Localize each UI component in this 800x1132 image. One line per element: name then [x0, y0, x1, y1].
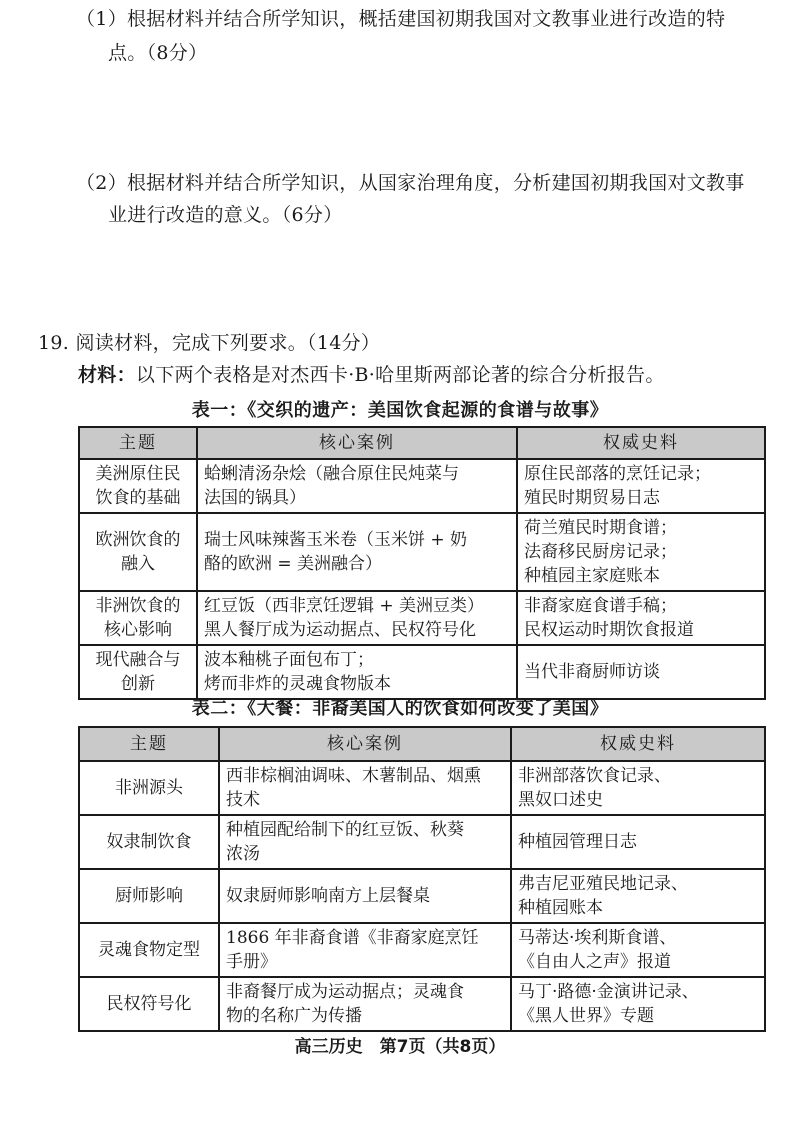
cell-line: 种植园账本 — [518, 898, 603, 918]
topic-cell — [79, 645, 197, 699]
case-cell — [219, 761, 511, 815]
cell-line: 非裔家庭食谱手稿； — [524, 596, 677, 616]
cell-line: 蛤蜊清汤杂烩（融合原住民炖菜与 — [204, 464, 459, 484]
cell-line: 非洲源头 — [115, 778, 183, 798]
source-cell — [517, 591, 765, 645]
table1-header-row — [79, 427, 765, 459]
q18-part2-line1: （2）根据材料并结合所学知识，从国家治理角度，分析建国初期我国对文教事 — [76, 172, 745, 194]
table-row — [79, 459, 765, 513]
table2-header-row — [79, 727, 765, 761]
cell-line: 种植园管理日志 — [518, 832, 637, 852]
cell-line: 种植园配给制下的红豆饭、秋葵 — [226, 820, 464, 840]
topic-cell — [79, 869, 219, 923]
table2 — [78, 726, 766, 1032]
cell-line: 法裔移民厨房记录； — [524, 542, 677, 562]
cell-line: 物的名称广为传播 — [226, 1006, 362, 1026]
source-cell — [511, 761, 765, 815]
case-cell — [219, 815, 511, 869]
cell-line: 原住民部落的烹饪记录； — [524, 464, 711, 484]
cell-line: 西非棕榈油调味、木薯制品、烟熏 — [226, 766, 481, 786]
page-footer: 高三历史 第7页（共8页） — [294, 1037, 506, 1057]
cell-line: 1866 年非裔食谱《非裔家庭烹饪 — [226, 928, 479, 948]
q18-part2-line2: 业进行改造的意义。（6分） — [108, 204, 343, 226]
table1 — [78, 426, 766, 700]
topic-cell — [79, 815, 219, 869]
cell-line: 烤而非炸的灵魂食物版本 — [204, 674, 391, 694]
source-cell — [511, 923, 765, 977]
cell-line: 浓汤 — [226, 844, 260, 864]
table2-title: 表二：《大餐：非裔美国人的饮食如何改变了美国》 — [191, 698, 609, 719]
cell-line: 波本釉桃子面包布丁； — [204, 650, 374, 670]
cell-line: 非裔餐厅成为运动据点；灵魂食 — [226, 982, 464, 1002]
topic-cell — [79, 761, 219, 815]
cell-line: 荷兰殖民时期食谱； — [524, 518, 677, 538]
case-cell — [219, 977, 511, 1031]
table2-header-source: 权威史料 — [511, 727, 765, 761]
table1-title: 表一：《交织的遗产：美国饮食起源的食谱与故事》 — [191, 400, 609, 421]
cell-line: 非洲部落饮食记录、 — [518, 766, 671, 786]
cell-line: 民权运动时期饮食报道 — [524, 620, 694, 640]
table-row — [79, 815, 765, 869]
cell-line: 技术 — [226, 790, 260, 810]
cell-line: 黑奴口述史 — [518, 790, 603, 810]
cell-line: 融入 — [121, 554, 155, 574]
q18-part1-line1: （1）根据材料并结合所学知识，概括建国初期我国对文教事业进行改造的特 — [76, 8, 726, 30]
table-row — [79, 645, 765, 699]
table1-header-case: 核心案例 — [197, 427, 517, 459]
table-row — [79, 923, 765, 977]
cell-line: 《自由人之声》报道 — [518, 952, 671, 972]
cell-line: 美洲原住民 — [95, 464, 181, 484]
table1-header-source: 权威史料 — [517, 427, 765, 459]
table-row — [79, 869, 765, 923]
source-cell — [511, 977, 765, 1031]
cell-line: 瑞士风味辣酱玉米卷（玉米饼 + 奶 — [204, 530, 468, 550]
source-cell — [517, 513, 765, 591]
cell-line: 当代非裔厨师访谈 — [524, 662, 660, 682]
case-cell — [197, 645, 517, 699]
case-cell — [197, 591, 517, 645]
topic-cell — [79, 977, 219, 1031]
cell-line: 酪的欧洲 = 美洲融合） — [204, 554, 383, 574]
cell-line: 核心影响 — [104, 620, 172, 640]
cell-line: 手册》 — [226, 952, 277, 972]
cell-line: 非洲饮食的 — [95, 596, 181, 616]
cell-line: 灵魂食物定型 — [98, 940, 200, 960]
q19-material — [78, 360, 665, 390]
cell-line: 红豆饭（西非烹饪逻辑 + 美洲豆类） — [204, 596, 485, 616]
source-cell — [511, 815, 765, 869]
material-text: 以下两个表格是对杰西卡·B·哈里斯两部论著的综合分析报告。 — [135, 364, 665, 386]
case-cell — [197, 459, 517, 513]
cell-line: 欧洲饮食的 — [95, 530, 181, 550]
source-cell — [517, 645, 765, 699]
topic-cell — [79, 459, 197, 513]
cell-line: 马蒂达·埃利斯食谱、 — [518, 928, 677, 948]
source-cell — [511, 869, 765, 923]
table2-header-case: 核心案例 — [219, 727, 511, 761]
table-row — [79, 977, 765, 1031]
topic-cell — [79, 923, 219, 977]
cell-line: 黑人餐厅成为运动据点、民权符号化 — [204, 620, 476, 640]
q18-part1-line2: 点。（8分） — [108, 42, 208, 64]
table-row — [79, 513, 765, 591]
topic-cell — [79, 591, 197, 645]
case-cell — [219, 869, 511, 923]
cell-line: 民权符号化 — [106, 994, 192, 1014]
source-cell — [517, 459, 765, 513]
topic-cell — [79, 513, 197, 591]
cell-line: 马丁·路德·金演讲记录、 — [518, 982, 699, 1002]
table1-header-topic: 主题 — [79, 427, 197, 459]
cell-line: 现代融合与 — [95, 650, 181, 670]
cell-line: 《黑人世界》专题 — [518, 1006, 654, 1026]
cell-line: 弗吉尼亚殖民地记录、 — [518, 874, 688, 894]
cell-line: 奴隶厨师影响南方上层餐桌 — [226, 886, 430, 906]
cell-line: 厨师影响 — [115, 886, 183, 906]
table-row — [79, 591, 765, 645]
table2-header-topic: 主题 — [79, 727, 219, 761]
material-label: 材料： — [78, 364, 136, 386]
table-row — [79, 761, 765, 815]
cell-line: 殖民时期贸易日志 — [524, 488, 660, 508]
q19-header: 19. 阅读材料，完成下列要求。（14分） — [38, 332, 381, 354]
cell-line: 种植园主家庭账本 — [524, 566, 660, 586]
case-cell — [219, 923, 511, 977]
cell-line: 法国的锅具） — [204, 488, 306, 508]
cell-line: 奴隶制饮食 — [106, 832, 192, 852]
cell-line: 创新 — [121, 674, 155, 694]
case-cell — [197, 513, 517, 591]
cell-line: 饮食的基础 — [95, 488, 181, 508]
